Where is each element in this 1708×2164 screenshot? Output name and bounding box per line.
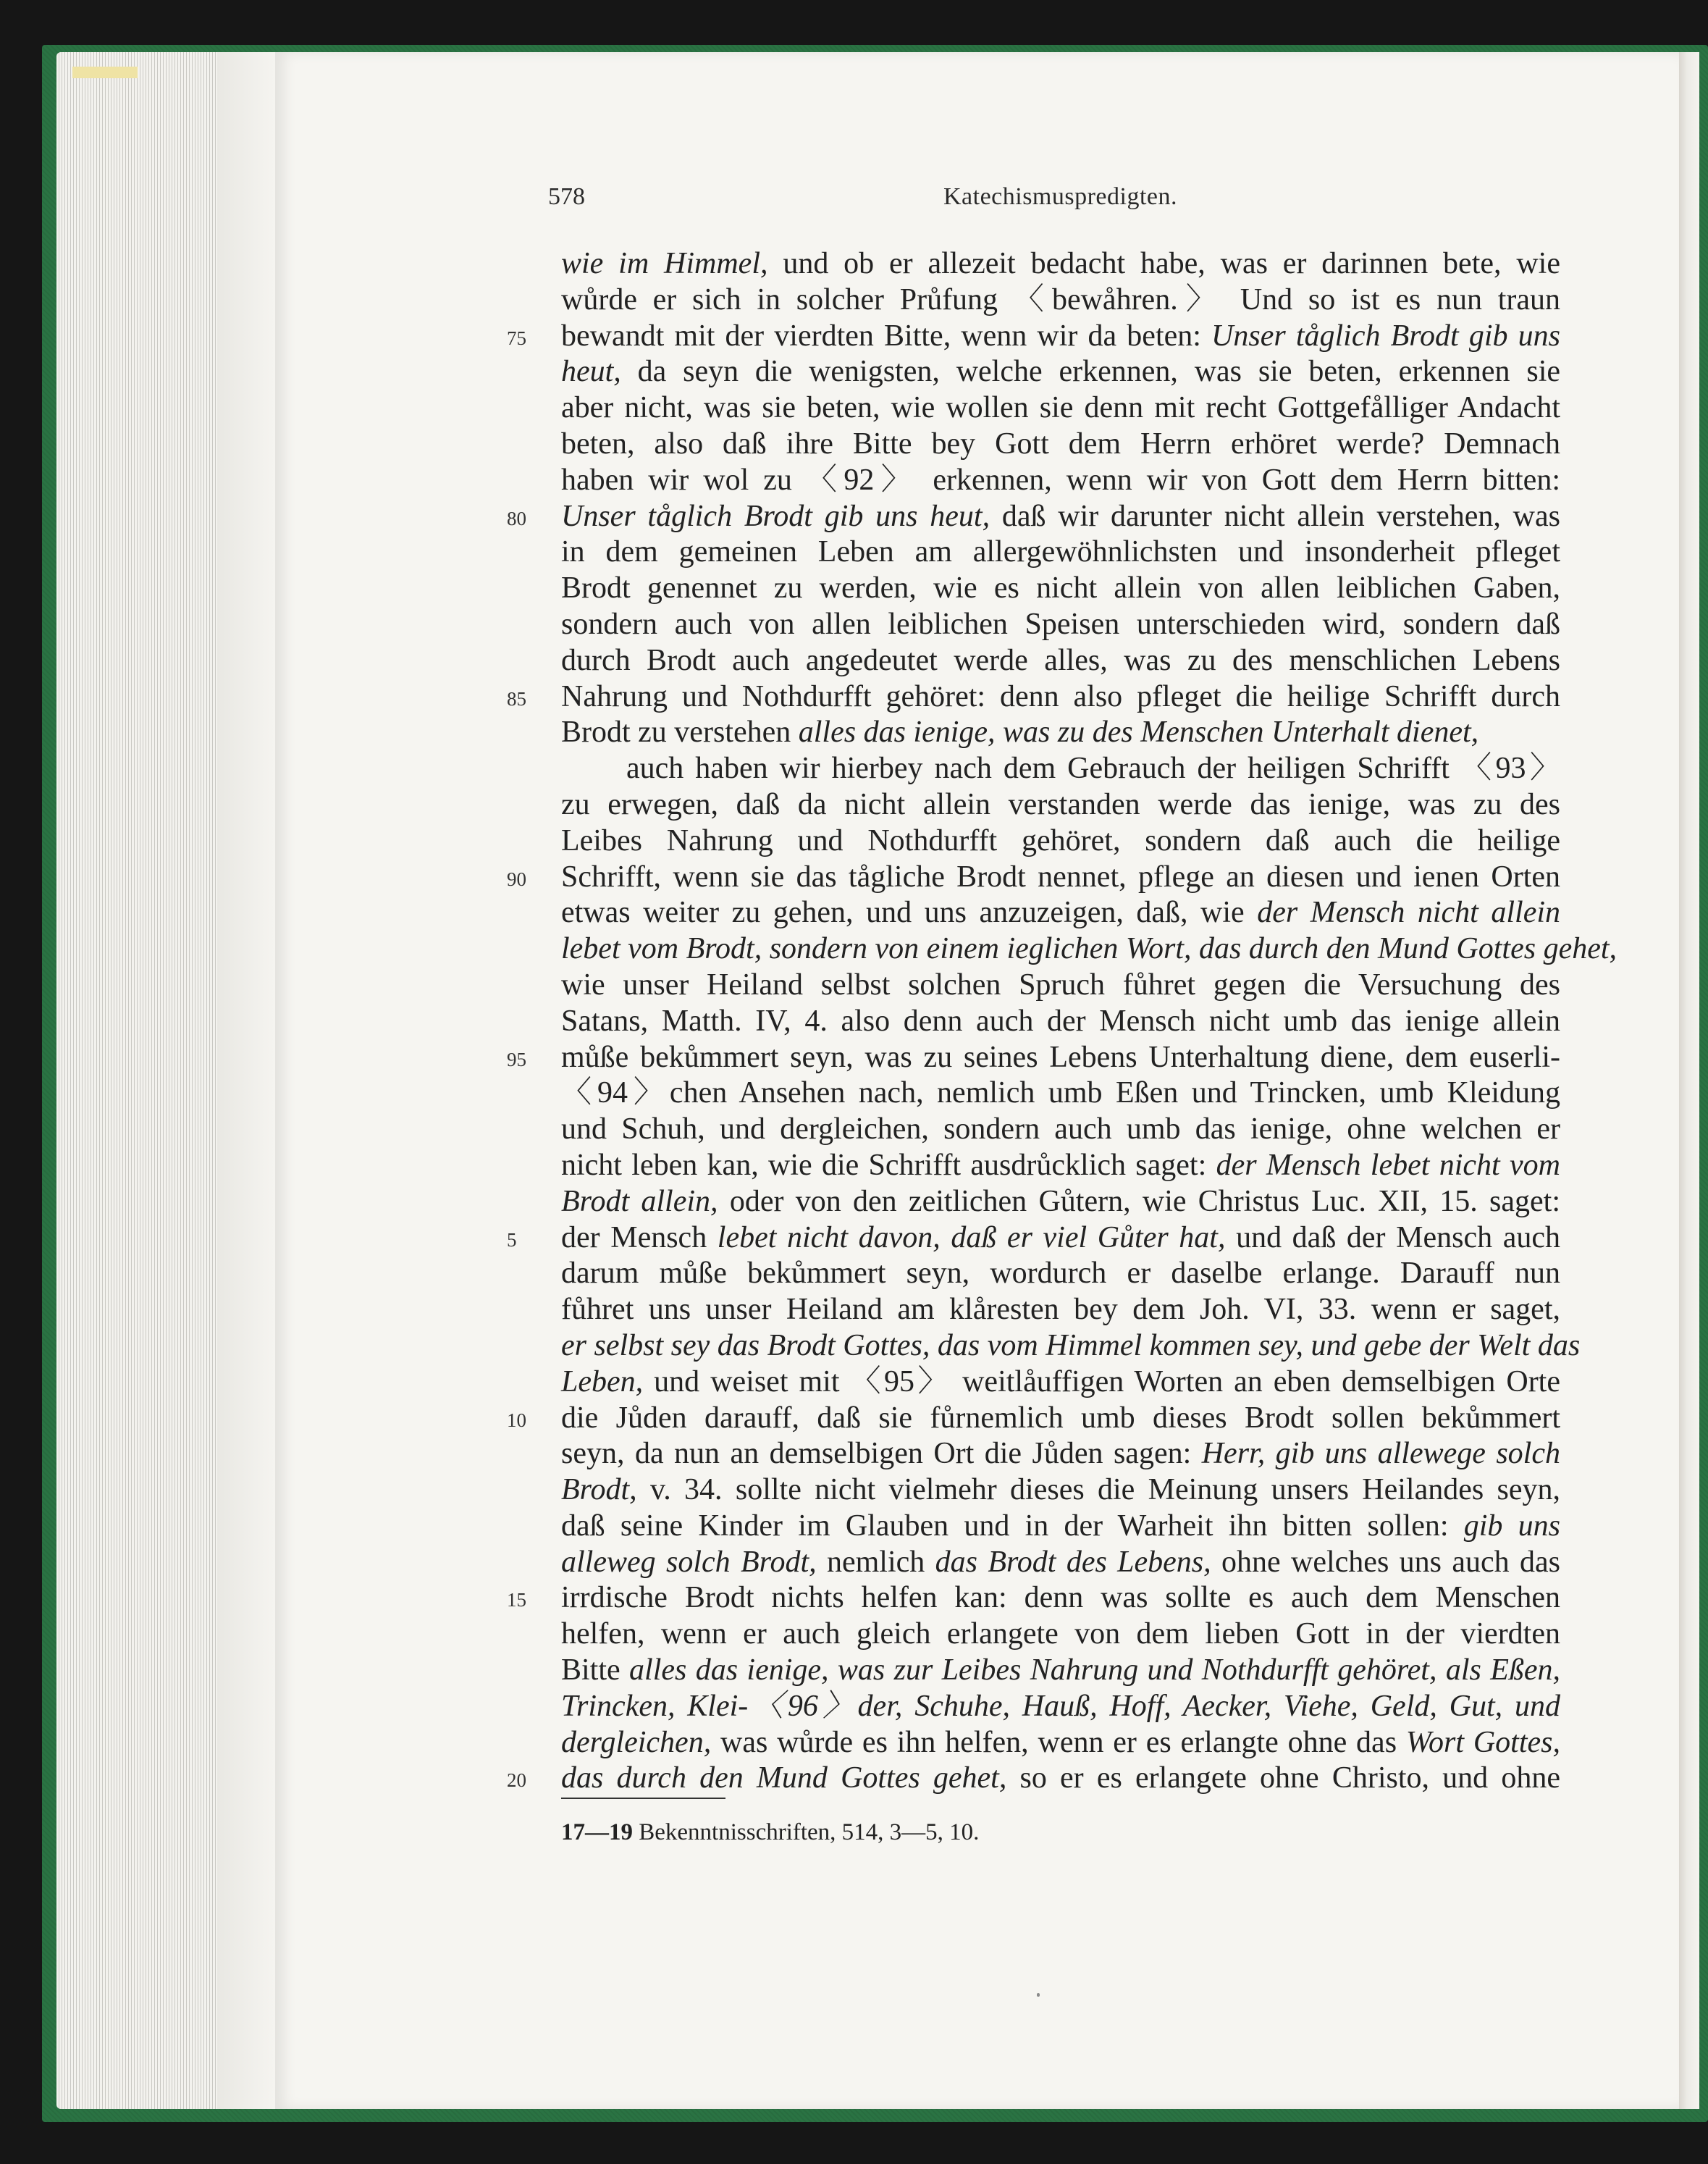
line-text: und Schuh, und dergleichen, sondern auch umb das ienige, ohne welchen er — [561, 1112, 1560, 1146]
line-text: Trincken, Klei-〈96〉der, Schuhe, Hauß, Hoff, Aecker, Viehe, Geld, Gut, und — [561, 1689, 1560, 1723]
line-text: in dem gemeinen Leben am allergewöhnlichsten und insonderheit pfleget — [561, 535, 1560, 569]
text-line — [561, 1472, 1560, 1509]
text-line — [561, 1328, 1581, 1364]
line-number: 90 — [507, 868, 526, 890]
text-line — [561, 390, 1560, 427]
text-line — [561, 1364, 1560, 1401]
text-line — [561, 1148, 1560, 1184]
running-title: Katechismuspredigten. — [943, 183, 1178, 210]
text-line — [561, 607, 1560, 643]
text-line — [507, 679, 1560, 716]
line-number: 85 — [507, 687, 526, 710]
text-line — [561, 463, 1560, 499]
text-line — [507, 1040, 1560, 1076]
page-number: 578 — [548, 183, 585, 210]
line-number: 20 — [507, 1769, 526, 1792]
line-text: Brodt genennet zu werden, wie es nicht allein von allen leiblichen Gaben, — [561, 571, 1560, 605]
footnote-rule — [561, 1798, 725, 1799]
line-text: alleweg solch Brodt, nemlich das Brodt des Lebens, ohne welches uns auch das — [561, 1545, 1560, 1579]
line-text: er selbst sey das Brodt Gottes, das vom Himmel kommen sey, und gebe der Welt das — [561, 1328, 1581, 1362]
line-text: haben wir wol zu 〈92〉 erkennen, wenn wir von Gott dem Herrn bitten: — [561, 463, 1560, 497]
footnote-text: Bekenntnisschriften, 514, 3—5, 10. — [639, 1819, 980, 1845]
body-text — [507, 246, 1617, 1797]
line-text: wůrde er sich in solcher Průfung 〈bewåhren.〉 Und so ist es nun traun — [561, 282, 1560, 316]
line-text: das durch den Mund Gottes gehet, so er es erlangete ohne Christo, und ohne — [561, 1761, 1560, 1795]
text-line — [561, 715, 1560, 751]
line-text: daß seine Kinder im Glauben und in der Warheit ihn bitten sollen: gib uns — [561, 1509, 1560, 1543]
line-number: 10 — [507, 1409, 526, 1431]
line-text: 〈94〉chen Ansehen nach, nemlich umb Eßen und Trincken, umb Kleidung — [561, 1076, 1560, 1110]
text-line — [561, 282, 1560, 319]
line-text: wie unser Heiland selbst solchen Spruch fůhret gegen die Versuchung des — [561, 968, 1560, 1002]
footnote-reference: 17—19 — [561, 1819, 633, 1845]
line-text: die Jůden darauff, daß sie fůrnemlich umb dieses Brodt sollen bekůmmert — [561, 1401, 1560, 1435]
line-text: der Mensch lebet nicht davon, daß er viel Gůter hat, und daß der Mensch auch — [561, 1220, 1560, 1254]
text-line — [561, 1292, 1560, 1328]
line-number: 5 — [507, 1228, 517, 1251]
text-line — [561, 931, 1617, 968]
text-line — [561, 571, 1560, 607]
line-text: zu erwegen, daß da nicht allein verstanden werde das ienige, was zu des — [561, 787, 1560, 821]
text-line — [561, 1075, 1560, 1112]
text-line — [561, 1004, 1560, 1040]
line-text: Unser tåglich Brodt gib uns heut, daß wir darunter nicht allein verstehen, was — [561, 499, 1560, 533]
text-line — [561, 1509, 1560, 1545]
line-text: Schrifft, wenn sie das tågliche Brodt nennet, pflege an diesen und ienen Orten — [561, 860, 1560, 894]
line-number: 95 — [507, 1048, 526, 1070]
line-text: nicht leben kan, wie die Schrifft ausdrůcklich saget: der Mensch lebet nicht vom — [561, 1148, 1560, 1182]
text-line — [507, 1401, 1560, 1437]
text-line — [561, 968, 1560, 1004]
text-line — [561, 354, 1560, 390]
text-line — [507, 1761, 1560, 1797]
line-text: dergleichen, was wůrde es ihn helfen, wenn er es erlangte ohne das Wort Gottes, — [561, 1725, 1560, 1759]
line-number: 80 — [507, 507, 526, 529]
line-text: durch Brodt auch angedeutet werde alles, was zu des menschlichen Lebens — [561, 643, 1560, 677]
footnote — [561, 1819, 979, 1846]
page-edge-gilding — [72, 67, 138, 78]
line-text: Brodt allein, oder von den zeitlichen Gůtern, wie Christus Luc. XII, 15. saget: — [561, 1184, 1561, 1218]
line-number: 15 — [507, 1589, 526, 1611]
text-line — [507, 1220, 1560, 1257]
text-line — [561, 787, 1560, 823]
line-text: etwas weiter zu gehen, und uns anzuzeigen, daß, wie der Mensch nicht allein — [561, 896, 1560, 930]
text-line — [561, 1653, 1560, 1689]
line-text: můße bekůmmert seyn, was zu seines Lebens Unterhaltung diene, dem euserli- — [561, 1040, 1560, 1074]
text-line — [507, 319, 1560, 355]
text-line — [561, 1184, 1560, 1220]
line-text: heut, da seyn die wenigsten, welche erkennen, was sie beten, erkennen sie — [561, 355, 1560, 389]
line-text: wie im Himmel, und ob er allezeit bedacht habe, was er darinnen bete, wie — [561, 247, 1560, 280]
line-text: bewandt mit der vierdten Bitte, wenn wir da beten: Unser tåglich Brodt gib uns — [561, 319, 1560, 353]
text-line — [561, 643, 1560, 679]
line-number: 75 — [507, 327, 526, 349]
text-line — [507, 1580, 1560, 1616]
text-line — [561, 895, 1560, 931]
page-stack-step — [217, 52, 275, 2109]
line-text: Brodt, v. 34. sollte nicht vielmehr dieses die Meinung unsers Heilandes seyn, — [561, 1473, 1560, 1507]
text-line — [561, 1689, 1560, 1725]
line-text: Leben, und weiset mit 〈95〉 weitlåuffigen Worten an eben demselbigen Orte — [561, 1364, 1560, 1398]
text-line — [507, 499, 1560, 535]
text-line — [561, 823, 1560, 860]
line-text: Satans, Matth. IV, 4. also denn auch der Mensch nicht umb das ienige allein — [561, 1004, 1560, 1038]
text-line — [561, 1256, 1560, 1292]
text-line — [561, 1616, 1560, 1653]
text-line — [561, 751, 1560, 787]
text-line — [561, 1545, 1560, 1581]
line-text: Bitte alles das ienige, was zur Leibes Nahrung und Nothdurfft gehöret, als Eßen, — [561, 1653, 1560, 1687]
line-text: auch haben wir hierbey nach dem Gebrauch der heiligen Schrifft 〈93〉 — [626, 752, 1560, 786]
text-line — [561, 246, 1560, 282]
line-text: Nahrung und Nothdurfft gehöret: denn also pfleget die heilige Schrifft durch — [561, 679, 1560, 713]
line-text: fůhret uns unser Heiland am klåresten bey dem Joh. VI, 33. wenn er saget, — [561, 1293, 1560, 1327]
text-line — [561, 1112, 1560, 1148]
line-text: lebet vom Brodt, sondern von einem ieglichen Wort, das durch den Mund Gottes gehet, — [561, 932, 1617, 966]
line-text: darum můße bekůmmert seyn, wordurch er daselbe erlange. Darauff nun — [561, 1257, 1560, 1291]
text-line — [561, 1725, 1560, 1761]
line-text: aber nicht, was sie beten, wie wollen sie denn mit recht Gottgefålliger Andacht — [561, 391, 1560, 425]
line-text: seyn, da nun an demselbigen Ort die Jůden sagen: Herr, gib uns allewege solch — [561, 1437, 1560, 1471]
running-head — [548, 183, 1573, 227]
line-text: beten, also daß ihre Bitte bey Gott dem Herrn erhöret werde? Demnach — [561, 427, 1560, 461]
text-line — [561, 534, 1560, 571]
text-line — [507, 860, 1560, 896]
line-text: helfen, wenn er auch gleich erlangete von dem lieben Gott in der vierdten — [561, 1617, 1560, 1651]
line-text: Leibes Nahrung und Nothdurfft gehöret, sondern daß auch die heilige — [561, 823, 1560, 857]
text-line — [561, 1436, 1560, 1472]
paper-speck — [1037, 1993, 1040, 1997]
line-text: irrdische Brodt nichts helfen kan: denn was sollte es auch dem Menschen — [561, 1581, 1560, 1615]
page-gutter — [1679, 52, 1699, 2109]
line-text: Brodt zu verstehen alles das ienige, was zu des Menschen Unterhalt dienet, — [561, 716, 1479, 750]
line-text: sondern auch von allen leiblichen Speisen unterschieden wird, sondern daß — [561, 607, 1560, 641]
text-line — [561, 427, 1560, 463]
